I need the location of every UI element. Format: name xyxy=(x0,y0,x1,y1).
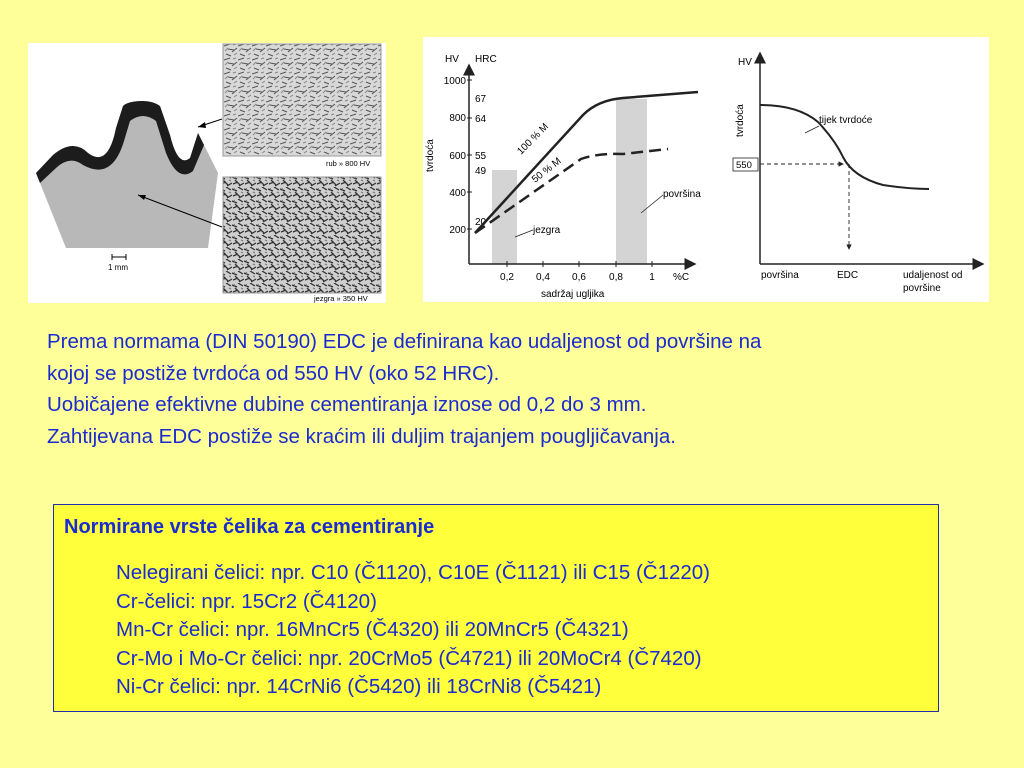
scale-label: 1 mm xyxy=(108,263,128,272)
surface-x-label: površina xyxy=(761,270,799,281)
x-tick: 0,4 xyxy=(536,272,550,283)
y-axis-label: tvrdoća xyxy=(425,139,436,172)
x-tick: 1 xyxy=(649,272,655,283)
steel-item: Cr-Mo i Mo-Cr čelici: npr. 20CrMo5 (Č4721) ili 20MoCr4 (Č7420) xyxy=(116,646,702,670)
edc-definition-text xyxy=(47,326,1007,452)
hrc-tick: 20 xyxy=(475,217,487,228)
hv-tick: 1000 xyxy=(443,76,466,87)
edge-micrograph xyxy=(223,44,381,156)
steel-item: Mn-Cr čelici: npr. 16MnCr5 (Č4320) ili 20MnCr5 (Č4321) xyxy=(116,618,629,641)
steels-list xyxy=(116,559,710,702)
curve-50m-label: 50 % M xyxy=(530,155,564,186)
text-line: kojoj se postiže tvrdoća od 550 HV (oko 52 HRC). xyxy=(47,361,500,385)
text-line: Prema normama (DIN 50190) EDC je definirana kao udaljenost od površine na xyxy=(47,330,762,353)
x-tick: 0,6 xyxy=(572,272,586,283)
edc-diagram xyxy=(733,53,983,294)
axis-hv-label: HV xyxy=(445,54,459,65)
hv-tick: 800 xyxy=(449,113,466,124)
hv-tick: 200 xyxy=(449,225,466,236)
hrc-tick: 67 xyxy=(475,94,487,105)
axis-hrc-label: HRC xyxy=(475,54,497,65)
hardness-diagrams-figure xyxy=(423,37,989,302)
distance-x-label-line1: udaljenost od xyxy=(903,270,963,281)
hardness-diagrams-svg xyxy=(423,37,989,302)
steel-item: Nelegirani čelici: npr. C10 (Č1120), C10E (Č1121) ili C15 (Č1220) xyxy=(116,561,711,584)
distance-x-label-line2: površine xyxy=(903,283,941,294)
carbon-hardness-diagram xyxy=(425,54,701,300)
edc-axis-hv-label: HV xyxy=(738,57,752,68)
hv-tick: 600 xyxy=(449,151,466,162)
surface-band xyxy=(616,99,647,264)
carburizing-steels-box xyxy=(53,504,939,712)
edc-y-axis-label: tvrdoća xyxy=(735,104,746,137)
x-axis-label: sadržaj ugljika xyxy=(541,289,605,300)
gear-micrograph-svg xyxy=(28,43,386,303)
core-micrograph xyxy=(223,177,381,293)
steel-item: Cr-čelici: npr. 15Cr2 (Č4120) xyxy=(116,589,377,613)
core-caption: jezgra » 350 HV xyxy=(314,294,368,303)
x-tick: 0,8 xyxy=(609,272,623,283)
steel-item: Ni-Cr čelici: npr. 14CrNi6 (Č5420) ili 18CrNi8 (Č5421) xyxy=(116,675,602,698)
edc-x-label: EDC xyxy=(837,270,859,281)
hv-tick: 400 xyxy=(449,188,466,199)
text-line: Uobičajene efektivne dubine cementiranja iznose od 0,2 do 3 mm. xyxy=(47,393,647,416)
x-tick: 0,2 xyxy=(500,272,514,283)
hrc-tick: 49 xyxy=(475,166,487,177)
hardness-curve-label: tijek tvrdoće xyxy=(819,115,873,126)
text-line: Zahtijevana EDC postiže se kraćim ili duljim trajanjem pougljičavanja. xyxy=(47,424,676,448)
hrc-tick: 55 xyxy=(475,151,487,162)
surface-label: površina xyxy=(663,189,701,200)
value-box-label: 550 xyxy=(736,160,752,171)
x-tick: %C xyxy=(672,272,690,283)
hrc-tick: 64 xyxy=(475,114,487,125)
steels-title: Normirane vrste čelika za cementiranje xyxy=(64,516,435,538)
curve-100m-label: 100 % M xyxy=(515,121,552,158)
gear-micrograph-figure xyxy=(28,43,386,303)
edge-caption: rub » 800 HV xyxy=(326,159,371,168)
core-label: jezgra xyxy=(533,225,561,236)
